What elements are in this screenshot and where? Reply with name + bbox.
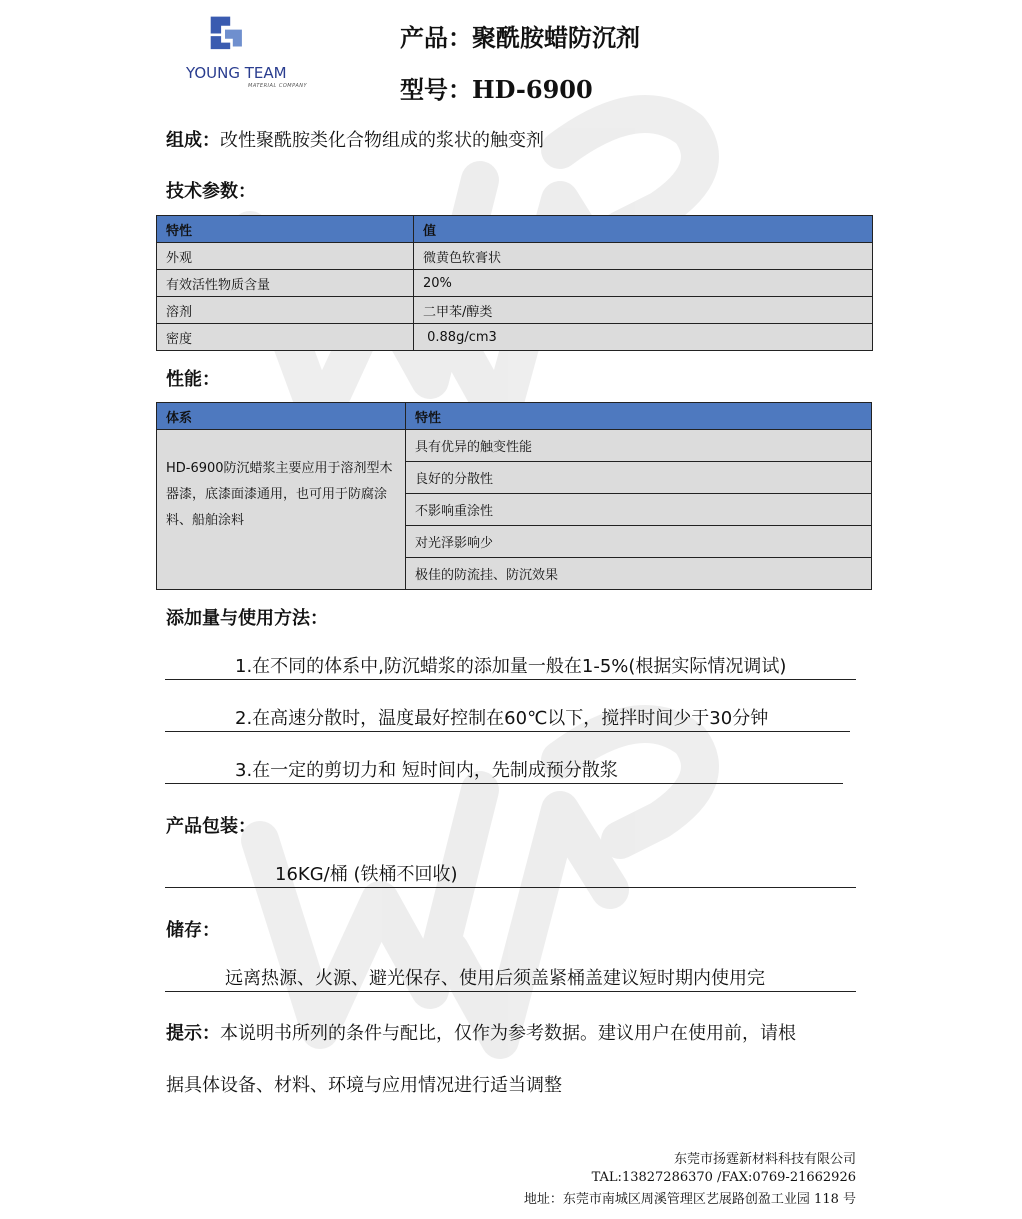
table-row	[157, 297, 873, 324]
table-cell: 20%	[414, 270, 873, 297]
table-cell: 外观	[157, 243, 414, 270]
performance-table	[156, 402, 872, 590]
packaging-label: 产品包装：	[166, 816, 256, 837]
table-cell: 0.88g/cm3	[414, 324, 873, 351]
tip-line-2: 据具体设备、材料、环境与应用情况进行适当调整	[166, 1075, 562, 1096]
composition-text: 改性聚酰胺类化合物组成的浆状的触变剂	[220, 130, 544, 151]
composition-label: 组成：	[166, 130, 220, 151]
composition-line	[166, 126, 544, 152]
performance-label: 性能：	[166, 369, 220, 390]
footer-company: 东莞市扬霆新材料科技有限公司	[673, 1152, 856, 1167]
table-row	[157, 243, 873, 270]
logo-subtitle: MATERIAL COMPANY	[248, 83, 308, 89]
feature-cell: 极佳的防流挂、防沉效果	[406, 558, 872, 590]
packaging-text: 16KG/桶 (铁桶不回收)	[165, 863, 856, 888]
table-row	[157, 324, 873, 351]
table-cell: 二甲苯/醇类	[414, 297, 873, 324]
product-title: 产品：聚酰胺蜡防沉剂	[400, 23, 640, 52]
usage-item: 2.在高速分散时，温度最好控制在60℃以下，搅拌时间少于30分钟	[165, 707, 850, 732]
footer-address: 地址：东莞市南城区周溪管理区艺展路创盈工业园 118 号	[523, 1192, 856, 1207]
feature-cell: 具有优异的触变性能	[406, 430, 872, 462]
feature-cell: 对光泽影响少	[406, 526, 872, 558]
table-cell: 微黄色软膏状	[414, 243, 873, 270]
usage-item: 3.在一定的剪切力和 短时间内，先制成预分散浆	[165, 759, 843, 784]
table-row	[157, 430, 872, 462]
tech-params-table	[156, 215, 873, 351]
table-cell: 溶剂	[157, 297, 414, 324]
tip-text: 本说明书所列的条件与配比，仅作为参考数据。建议用户在使用前，请根	[220, 1023, 796, 1044]
tip-label: 提示：	[166, 1023, 220, 1044]
table-header-row	[157, 216, 873, 243]
footer-contact: TAL:13827286370 /FAX:0769-21662926	[591, 1170, 856, 1185]
company-logo-icon	[198, 14, 278, 66]
storage-text: 远离热源、火源、避光保存、使用后须盖紧桶盖建议短时期内使用完	[165, 967, 856, 992]
table-header-row	[157, 403, 872, 430]
logo-brand: YOUNG TEAM	[186, 64, 287, 82]
usage-label: 添加量与使用方法：	[166, 608, 328, 629]
usage-item: 1.在不同的体系中,防沉蜡浆的添加量一般在1-5%(根据实际情况调试)	[165, 655, 856, 680]
table-cell: 有效活性物质含量	[157, 270, 414, 297]
header-cell: 特性	[406, 403, 872, 430]
model-title: 型号：HD-6900	[400, 75, 593, 104]
system-description: HD-6900防沉蜡浆主要应用于溶剂型木器漆，底漆面漆通用，也可用于防腐涂料、船舶涂料	[157, 430, 406, 590]
header-cell: 值	[414, 216, 873, 243]
tech-params-label: 技术参数：	[166, 181, 256, 202]
header-cell: 特性	[157, 216, 414, 243]
feature-cell: 不影响重涂性	[406, 494, 872, 526]
table-cell: 密度	[157, 324, 414, 351]
table-row	[157, 270, 873, 297]
feature-cell: 良好的分散性	[406, 462, 872, 494]
tip-line-1	[166, 1019, 796, 1045]
storage-label: 储存：	[166, 920, 220, 941]
header-cell: 体系	[157, 403, 406, 430]
